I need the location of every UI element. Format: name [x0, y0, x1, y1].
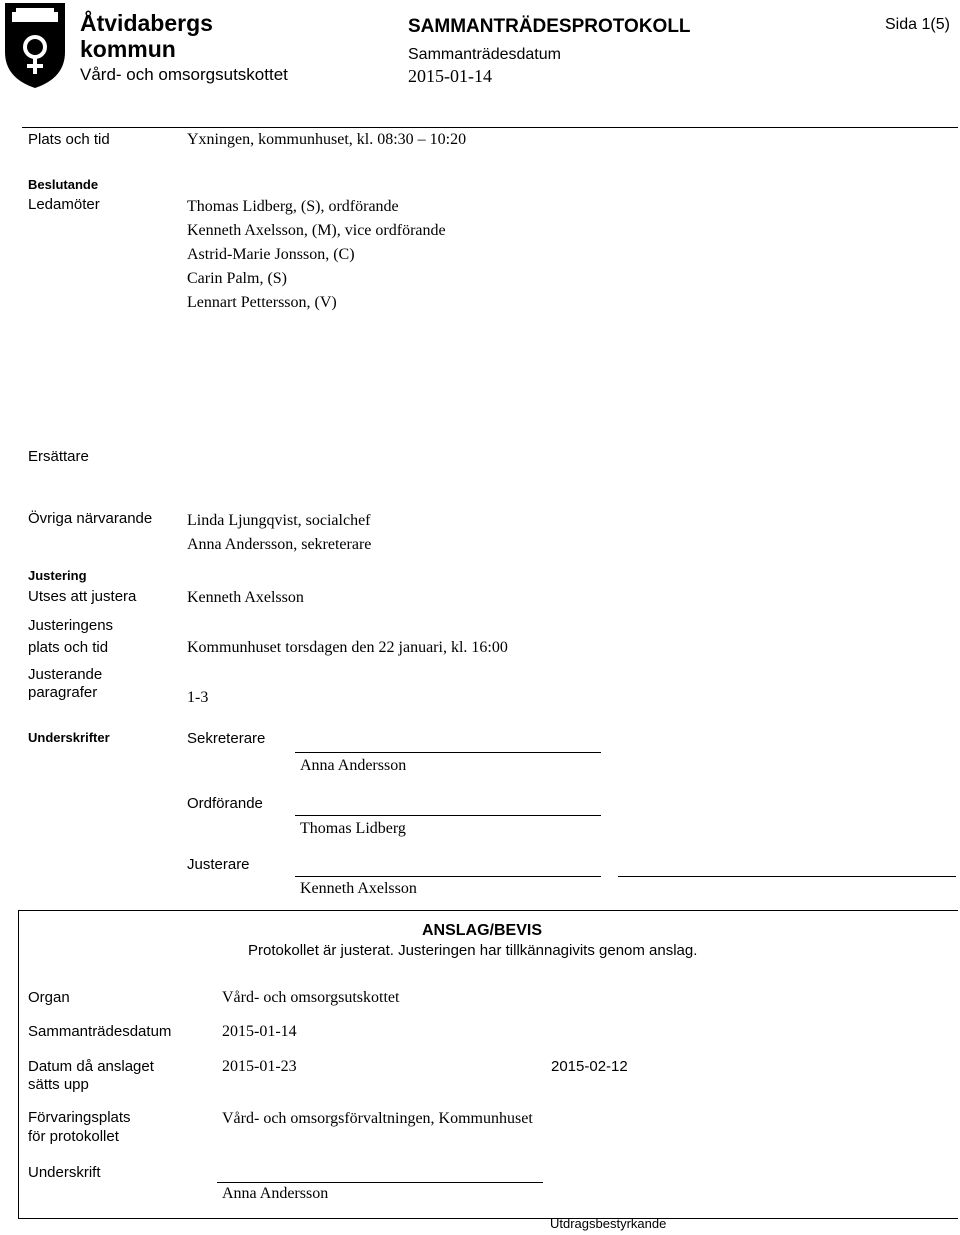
chair-label: Ordförande [187, 795, 263, 812]
adjuster-signature-line [295, 876, 601, 877]
paragraphs-value: 1-3 [187, 689, 209, 706]
logo [2, 0, 68, 90]
chair-signature-line [295, 815, 601, 816]
posted-label-2: sätts upp [28, 1076, 89, 1093]
page-number: Sida 1(5) [885, 16, 950, 33]
adjuster-sign-label: Justerare [187, 856, 250, 873]
signatures-heading: Underskrifter [28, 730, 110, 745]
committee-name: Vård- och omsorgsutskottet [80, 65, 288, 84]
secretary-label: Sekreterare [187, 730, 266, 747]
posted-to-date: 2015-02-12 [551, 1058, 628, 1075]
adjuster-value: Kenneth Axelsson [187, 589, 304, 606]
secretary-signature-line [295, 752, 601, 753]
document-title: SAMMANTRÄDESPROTOKOLL [408, 16, 691, 37]
organ-value: Vård- och omsorgsutskottet [222, 989, 400, 1006]
notice-title: ANSLAG/BEVIS [422, 922, 543, 939]
notice-signature-name: Anna Andersson [222, 1185, 329, 1202]
chair-name: Thomas Lidberg [300, 820, 406, 837]
paragraphs-label-1: Justerande [28, 666, 103, 683]
decision-heading: Beslutande [28, 177, 99, 192]
storage-value: Vård- och omsorgsförvaltningen, Kommunhuset [222, 1110, 533, 1127]
header-divider [22, 127, 958, 128]
notice-meeting-date-value: 2015-01-14 [222, 1023, 297, 1040]
secretary-name: Anna Andersson [300, 757, 407, 774]
paragraphs-label-2: paragrafer [28, 684, 98, 701]
municipal-coat-of-arms-icon [2, 0, 68, 90]
member-item: Thomas Lidberg, (S), ordförande [187, 198, 399, 215]
adjust-place-value: Kommunhuset torsdagen den 22 januari, kl. 16:00 [187, 639, 508, 656]
meeting-date-value: 2015-01-14 [408, 66, 492, 86]
member-item: Lennart Pettersson, (V) [187, 294, 337, 311]
extract-certification-label: Utdragsbestyrkande [550, 1216, 667, 1231]
notice-top-border [18, 910, 958, 911]
adjust-heading: Justering [28, 568, 87, 583]
notice-bottom-border [18, 1218, 958, 1219]
substitutes-label: Ersättare [28, 448, 89, 465]
members-list [187, 195, 446, 315]
extra-signature-line [618, 876, 956, 877]
posted-from-date: 2015-01-23 [222, 1058, 297, 1075]
others-list [187, 509, 371, 557]
posted-label-1: Datum då anslaget [28, 1058, 154, 1075]
organ-label: Organ [28, 989, 70, 1006]
other-person-item: Linda Ljungqvist, socialchef [187, 512, 371, 529]
notice-left-border [18, 910, 19, 1218]
member-item: Astrid-Marie Jonsson, (C) [187, 246, 355, 263]
notice-signature-line [217, 1182, 543, 1183]
storage-label-2: för protokollet [28, 1128, 119, 1145]
org-name-line2: kommun [80, 36, 176, 62]
storage-label-1: Förvaringsplats [28, 1109, 131, 1126]
place-label: Plats och tid [28, 131, 110, 148]
meeting-date-label: Sammanträdesdatum [408, 46, 561, 63]
members-label: Ledamöter [28, 196, 100, 213]
member-item: Kenneth Axelsson, (M), vice ordförande [187, 222, 446, 239]
notice-meeting-date-label: Sammanträdesdatum [28, 1023, 172, 1040]
place-value: Yxningen, kommunhuset, kl. 08:30 – 10:20 [187, 131, 467, 148]
other-person-item: Anna Andersson, sekreterare [187, 536, 372, 553]
adjust-place-label-2: plats och tid [28, 639, 109, 656]
notice-signature-label: Underskrift [28, 1164, 101, 1181]
others-label: Övriga närvarande [28, 510, 153, 527]
adjust-place-label-1: Justeringens [28, 617, 114, 634]
notice-subtitle: Protokollet är justerat. Justeringen har tillkännagivits genom anslag. [248, 942, 698, 959]
org-name-line1: Åtvidabergs [80, 10, 213, 36]
adjuster-label: Utses att justera [28, 588, 137, 605]
member-item: Carin Palm, (S) [187, 270, 287, 287]
adjuster-sign-name: Kenneth Axelsson [300, 880, 417, 897]
